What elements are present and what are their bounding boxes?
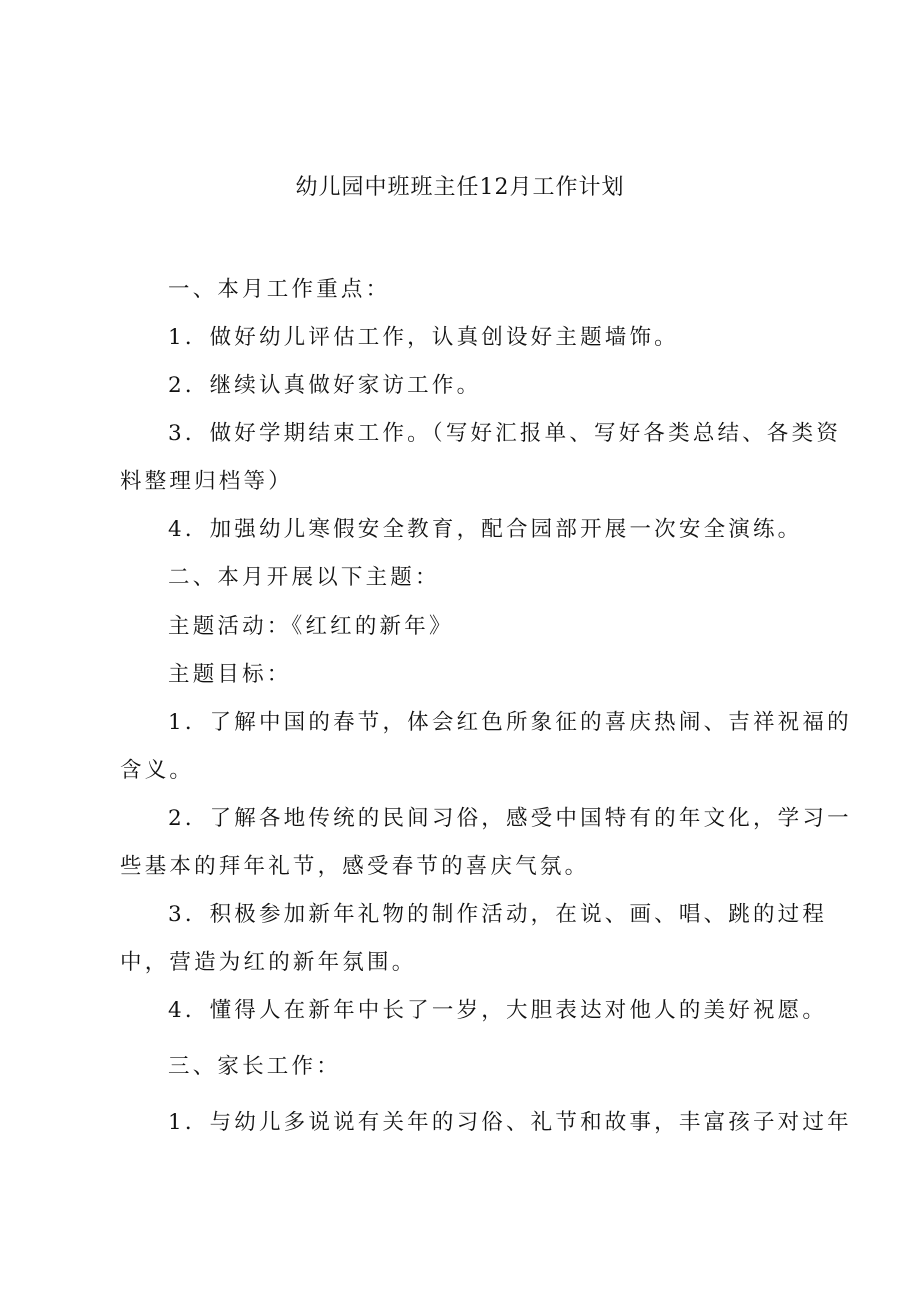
paragraph-line: 4．懂得人在新年中长了一岁，大胆表达对他人的美好祝愿。 <box>168 998 828 1023</box>
paragraph-line: 中，营造为红的新年氛围。 <box>120 950 417 975</box>
paragraph-line: 1．与幼儿多说说有关年的习俗、礼节和故事，丰富孩子对过年 <box>168 1110 852 1135</box>
section-heading-1: 一、本月工作重点： <box>168 277 391 302</box>
paragraph-line: 主题目标： <box>168 662 292 687</box>
paragraph-line: 含义。 <box>120 758 195 783</box>
paragraph-line: 3．积极参加新年礼物的制作活动，在说、画、唱、跳的过程 <box>168 902 828 927</box>
paragraph-line: 3．做好学期结束工作。（写好汇报单、写好各类总结、各类资 <box>168 421 842 446</box>
section-heading-2: 二、本月开展以下主题： <box>168 565 440 590</box>
paragraph-line: 些基本的拜年礼节，感受春节的喜庆气氛。 <box>120 854 590 879</box>
paragraph-line: 2．了解各地传统的民间习俗，感受中国特有的年文化，学习一 <box>168 806 852 831</box>
paragraph-line: 主题活动：《红红的新年》 <box>168 614 454 639</box>
document-title: 幼儿园中班班主任12月工作计划 <box>295 175 625 200</box>
paragraph-line: 1．了解中国的春节，体会红色所象征的喜庆热闹、吉祥祝福的 <box>168 710 852 735</box>
paragraph-line: 4．加强幼儿寒假安全教育，配合园部开展一次安全演练。 <box>168 517 803 542</box>
paragraph-line: 1．做好幼儿评估工作，认真创设好主题墙饰。 <box>168 325 679 350</box>
paragraph-line: 2．继续认真做好家访工作。 <box>168 373 482 398</box>
paragraph-line: 料整理归档等） <box>120 469 293 494</box>
section-heading-3: 三、家长工作： <box>168 1054 341 1079</box>
